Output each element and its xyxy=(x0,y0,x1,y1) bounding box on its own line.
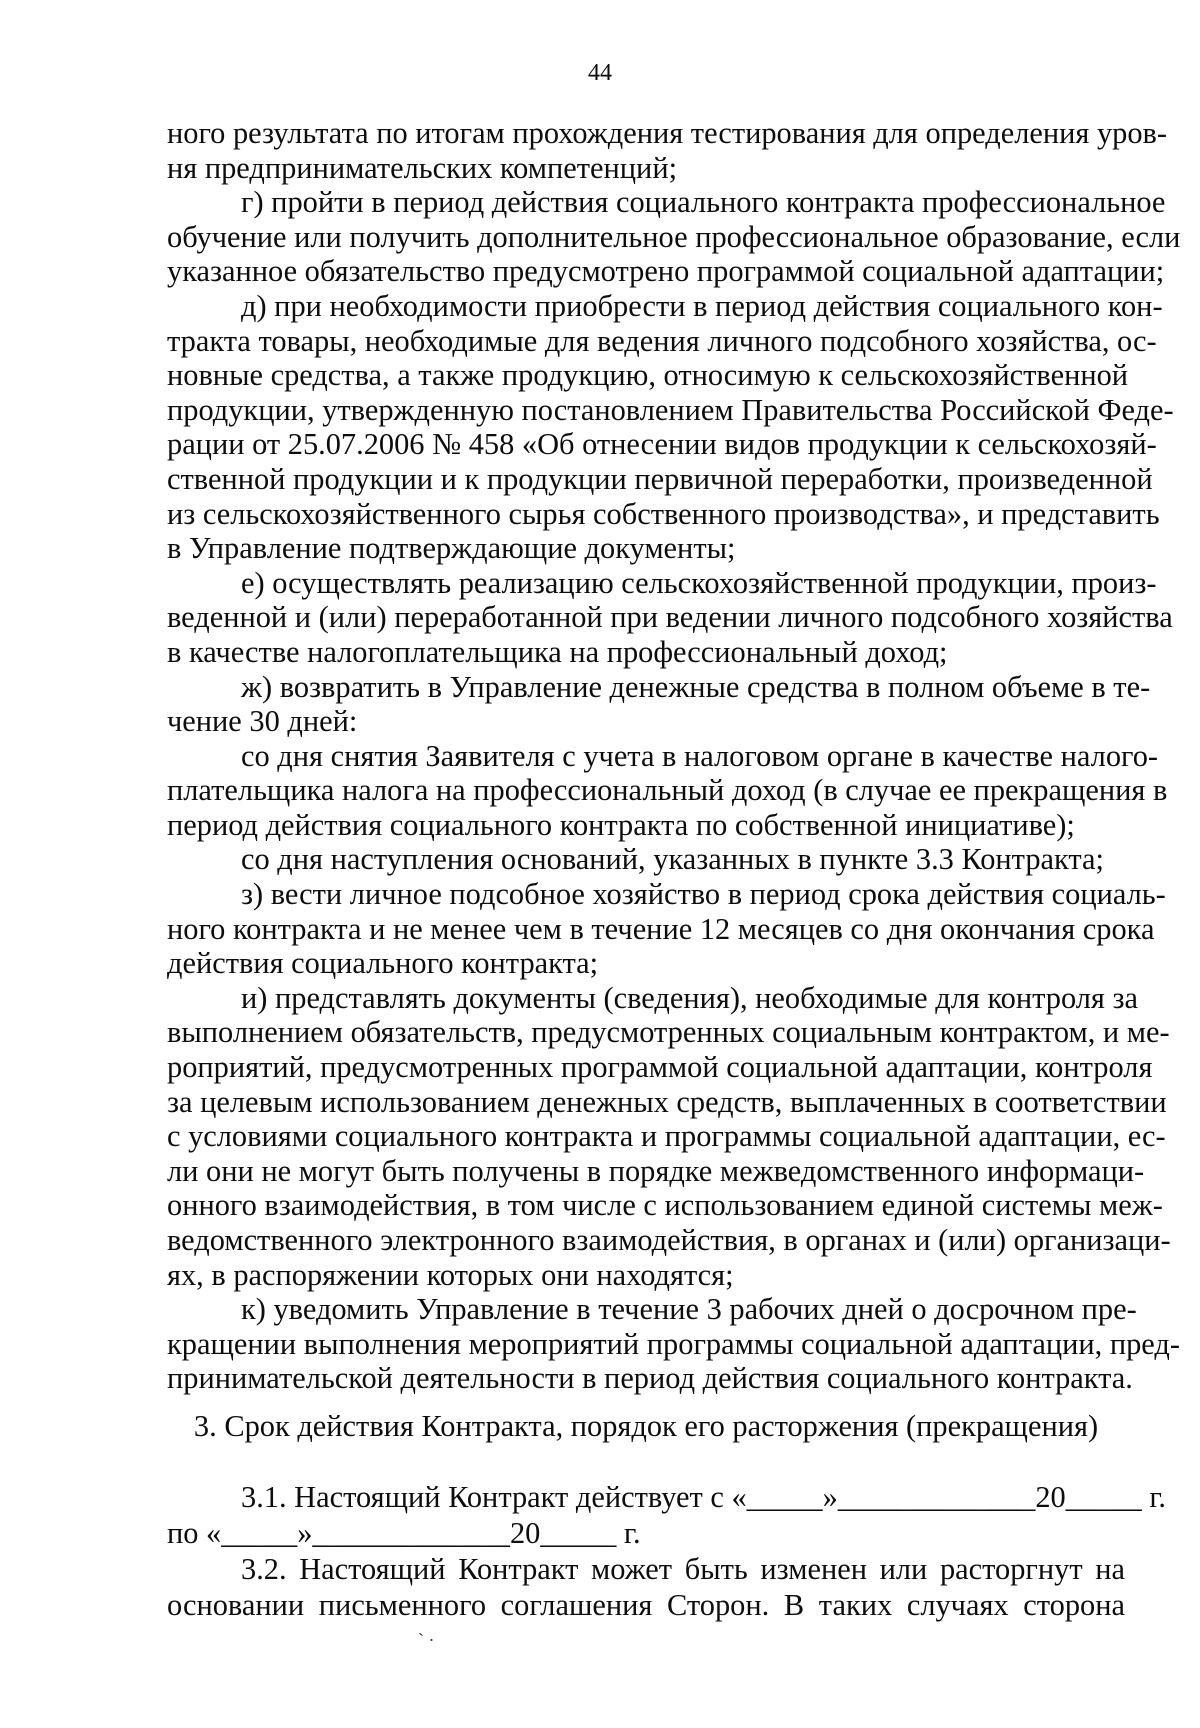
text-line: ня предпринимательских компетенций; xyxy=(167,150,678,185)
text-line: со дня снятия Заявителя с учета в налоговом органе в качестве налого- xyxy=(241,738,1159,773)
text-line: е) осуществлять реализацию сельскохозяйственной продукции, произ- xyxy=(241,565,1157,600)
text-line: чение 30 дней: xyxy=(167,704,358,739)
text-line: ж) возвратить в Управление денежные средства в полном объеме в те- xyxy=(241,669,1151,704)
text-line: з) вести личное подсобное хозяйство в период срока действия социаль- xyxy=(241,877,1166,912)
text-line: онного взаимодействия, в том числе с использованием единой системы меж- xyxy=(167,1188,1163,1223)
section-heading: 3. Срок действия Контракта, порядок его расторжения (прекращения) xyxy=(193,1409,1099,1443)
text-line: из сельскохозяйственного сырья собственного производства», и представить xyxy=(167,496,1160,531)
text-line: г) пройти в период действия социального контракта профессиональное xyxy=(241,185,1166,220)
text-line: действия социального контракта; xyxy=(167,946,599,981)
text-line: ли они не могут быть получены в порядке межведомственного информаци- xyxy=(167,1153,1145,1188)
text-line: продукции, утвержденную постановлением Правительства Российской Феде- xyxy=(167,392,1174,427)
text-line: роприятий, предусмотренных программой социальной адаптации, контроля xyxy=(167,1050,1153,1085)
text-line: выполнением обязательств, предусмотренных социальным контрактом, и ме- xyxy=(167,1015,1170,1050)
text-line: период действия социального контракта по собственной инициативе); xyxy=(167,807,1075,842)
text-line: веденной и (или) переработанной при ведении личного подсобного хозяйства xyxy=(167,600,1173,635)
text-line: по «_____»_____________20_____ г. xyxy=(167,1516,641,1550)
text-line: в качестве налогоплательщика на профессиональный доход; xyxy=(167,634,948,669)
text-line: рации от 25.07.2006 № 458 «Об отнесении видов продукции к сельскохозяй- xyxy=(167,427,1157,462)
text-line: 3.1. Настоящий Контракт действует с «_____»_____________20_____ г. xyxy=(241,1480,1166,1514)
contract-obligations-text xyxy=(167,116,1181,1396)
text-line: ях, в распоряжении которых они находятся; xyxy=(167,1257,734,1292)
text-line: принимательской деятельности в период действия социального контракта. xyxy=(167,1361,1133,1396)
text-line: ного контракта и не менее чем в течение 12 месяцев со дня окончания срока xyxy=(167,911,1155,946)
text-line: новные средства, а также продукцию, относимую к сельскохозяйственной xyxy=(167,358,1129,393)
text-line: ведомственного электронного взаимодействия, в органах и (или) организаци- xyxy=(167,1223,1171,1257)
text-line: за целевым использованием денежных средств, выплаченных в соответствии xyxy=(167,1084,1167,1119)
text-line: плательщика налога на профессиональный доход (в случае ее прекращения в xyxy=(167,773,1168,808)
text-line: указанное обязательство предусмотрено программой социальной адаптации; xyxy=(167,254,1165,289)
scan-artifact-mark: ` · xyxy=(418,1630,435,1650)
text-line: основании письменного соглашения Сторон. В таких случаях сторона xyxy=(167,1588,1125,1622)
text-line: и) представлять документы (сведения), необходимые для контроля за xyxy=(241,980,1138,1015)
text-line: ного результата по итогам прохождения тестирования для определения уров- xyxy=(167,116,1168,150)
text-line: с условиями социального контракта и программы социальной адаптации, ес- xyxy=(167,1119,1166,1154)
text-line: обучение или получить дополнительное профессиональное образование, если xyxy=(167,219,1181,254)
text-line: со дня наступления оснований, указанных в пункте 3.3 Контракта; xyxy=(241,842,1104,877)
text-line: ственной продукции и к продукции первичной переработки, произведенной xyxy=(167,461,1153,496)
text-line: к) уведомить Управление в течение 3 рабочих дней о досрочном пре- xyxy=(241,1292,1137,1327)
text-line: д) при необходимости приобрести в период действия социального кон- xyxy=(241,288,1163,323)
text-line: тракта товары, необходимые для ведения личного подсобного хозяйства, ос- xyxy=(167,323,1157,358)
page-number: 44 xyxy=(588,60,612,86)
text-line: 3.2. Настоящий Контракт может быть изменен или расторгнут на xyxy=(241,1552,1125,1586)
contract-term-text xyxy=(167,1479,1166,1623)
text-line: в Управление подтверждающие документы; xyxy=(167,531,736,566)
text-line: кращении выполнения мероприятий программы социальной адаптации, пред- xyxy=(167,1326,1180,1361)
